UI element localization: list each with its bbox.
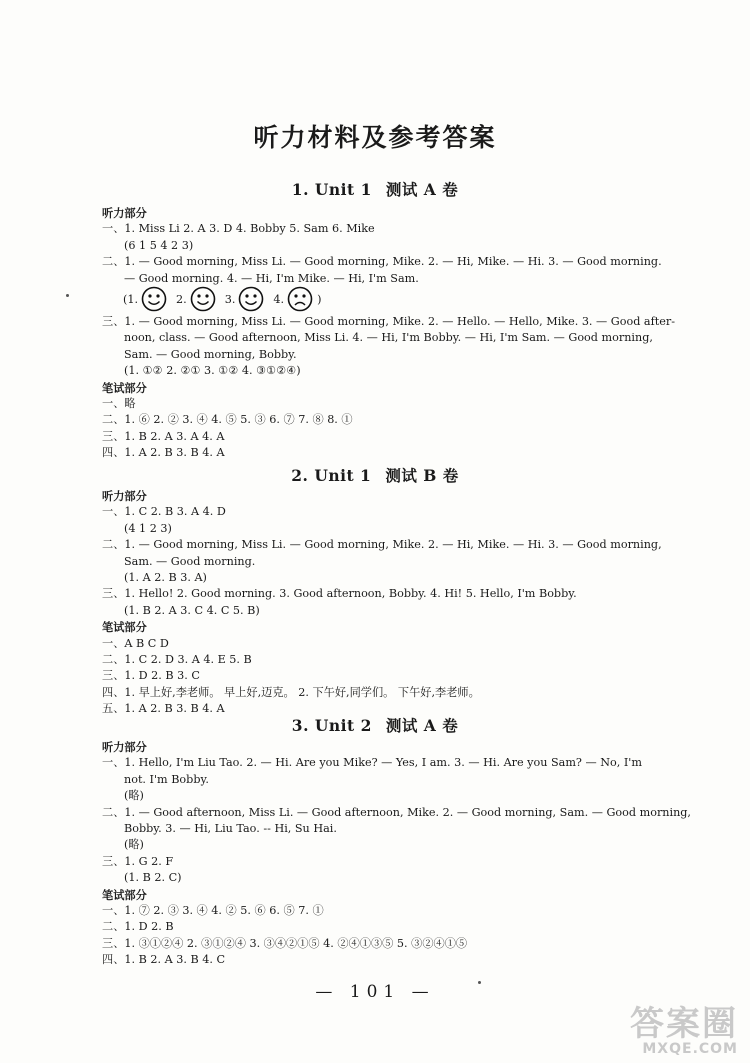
face-4-label: 4. (273, 292, 285, 306)
watermark (630, 996, 738, 1057)
section-1-line-1: 听力部分 (102, 206, 147, 220)
section-2-line-5: Sam. — Good morning. (124, 554, 256, 568)
section-1-line-9: Sam. — Good morning, Bobby. (124, 347, 297, 361)
section-3-line-12: 二、1. D 2. B (102, 920, 174, 934)
smiley-face-icon (238, 286, 264, 312)
section-2-line-2: 一、1. C 2. B 3. A 4. D (102, 505, 226, 519)
section-2-line-7: 三、1. Hello! 2. Good morning. 3. Good afternoon, Bobby. 4. Hi! 5. Hello, I'm Bobby. (102, 587, 577, 601)
page-title: 听力材料及参考答案 (253, 123, 497, 152)
section-2-line-6: (1. A 2. B 3. A) (124, 571, 207, 585)
section-1-line-13: 二、1. ⑥ 2. ② 3. ④ 4. ⑤ 5. ③ 6. ⑦ 7. ⑧ 8. ① (102, 413, 353, 427)
faces-close: ) (317, 292, 322, 306)
section-3-line-1: 听力部分 (102, 740, 147, 754)
section-2-title (0, 464, 750, 486)
section-2-body (102, 488, 712, 718)
face-1-label: (1. (123, 292, 139, 306)
section-3-line-11: 一、1. ⑦ 2. ③ 3. ④ 4. ② 5. ⑥ 6. ⑤ 7. ① (102, 904, 324, 918)
section-2-line-11: 二、1. C 2. D 3. A 4. E 5. B (102, 653, 252, 667)
scan-speck (66, 294, 69, 297)
face-3-label: 3. (224, 292, 236, 306)
section-2-number: 2. Unit 1 (291, 466, 372, 485)
section-2-line-13: 四、1. 早上好,李老师。 早上好,迈克。 2. 下午好,同学们。 下午好,李老师。 (102, 685, 480, 699)
section-3-line-7: (略) (124, 838, 144, 852)
section-1-line-5: — Good morning. 4. — Hi, I'm Mike. — Hi, I'm Sam. (124, 271, 419, 285)
section-1-body-cont (102, 314, 712, 462)
section-1-title (0, 178, 750, 200)
section-1-line-2: 一、1. Miss Li 2. A 3. D 4. Bobby 5. Sam 6. Mike (102, 222, 375, 236)
watermark-url: MXQE.COM (642, 1041, 738, 1057)
section-1-line-12: 一、略 (102, 397, 136, 411)
section-1-body (102, 205, 712, 287)
section-3-body (102, 739, 712, 969)
section-1-line-15: 四、1. A 2. B 3. B 4. A (102, 446, 225, 460)
faces-row (120, 283, 324, 315)
section-2-line-12: 三、1. D 2. B 3. C (102, 669, 200, 683)
section-1-line-3: (6 1 5 4 2 3) (124, 238, 194, 252)
section-3-number: 3. Unit 2 (291, 716, 372, 735)
section-3-line-14: 四、1. B 2. A 3. B 4. C (102, 953, 226, 967)
section-1-line-10: (1. ①② 2. ②① 3. ①② 4. ③①②④) (124, 364, 301, 378)
section-1-line-11: 笔试部分 (102, 380, 147, 395)
section-3-line-13: 三、1. ③①②④ 2. ③①②④ 3. ③④②①⑤ 4. ②④①③⑤ 5. ③②④①⑤ (102, 936, 468, 950)
section-3-line-6: Bobby. 3. — Hi, Liu Tao. -- Hi, Su Hai. (124, 822, 337, 836)
section-1-number: 1. Unit 1 (291, 180, 372, 199)
section-2-line-3: (4 1 2 3) (124, 521, 172, 535)
section-2-line-10: 一、A B C D (102, 636, 169, 650)
section-2-line-4: 二、1. — Good morning, Miss Li. — Good morning, Mike. 2. — Hi, Mike. — Hi. 3. — Good morning, (102, 538, 662, 552)
section-3-line-10: 笔试部分 (102, 887, 147, 902)
section-2-line-8: (1. B 2. A 3. C 4. C 5. B) (124, 603, 260, 617)
section-1-line-4: 二、1. — Good morning, Miss Li. — Good morning, Mike. 2. — Hi, Mike. — Hi. 3. — Good morning. (102, 255, 662, 269)
section-3-title (0, 714, 750, 736)
section-1-line-14: 三、1. B 2. A 3. A 4. A (102, 429, 225, 443)
section-2-line-9: 笔试部分 (102, 620, 147, 635)
section-1-name: 测试 A 卷 (385, 180, 459, 199)
section-3-line-3: not. I'm Bobby. (124, 772, 209, 786)
page-number: — 101 — (315, 982, 435, 1002)
section-2-name: 测试 B 卷 (385, 466, 459, 485)
sad-face-icon (287, 286, 313, 312)
section-1-line-7: 三、1. — Good morning, Miss Li. — Good morning, Mike. 2. — Hello. — Hello, Mike. 3. — Good after- (102, 315, 675, 328)
section-3-line-8: 三、1. G 2. F (102, 854, 174, 868)
section-2-line-14: 五、1. A 2. B 3. B 4. A (102, 702, 225, 716)
smiley-face-icon (141, 286, 167, 312)
face-2-label: 2. (176, 292, 187, 306)
smiley-face-icon (190, 286, 216, 312)
section-3-name: 测试 A 卷 (385, 716, 459, 735)
section-3-line-9: (1. B 2. C) (124, 871, 182, 885)
watermark-logo-text: 答案圈 (630, 1004, 738, 1044)
section-3-line-2: 一、1. Hello, I'm Liu Tao. 2. — Hi. Are you Mike? — Yes, I am. 3. — Hi. Are you Sam? — No, I'm (102, 756, 642, 770)
section-1-line-8: noon, class. — Good afternoon, Miss Li. 4. — Hi, I'm Bobby. — Hi, I'm Sam. — Good morning, (124, 331, 653, 345)
section-3-line-4: (略) (124, 789, 144, 803)
scan-speck (478, 981, 481, 984)
section-2-line-1: 听力部分 (102, 489, 147, 503)
section-3-line-5: 二、1. — Good afternoon, Miss Li. — Good afternoon, Mike. 2. — Good morning, Sam. — Good morning, (102, 805, 691, 819)
